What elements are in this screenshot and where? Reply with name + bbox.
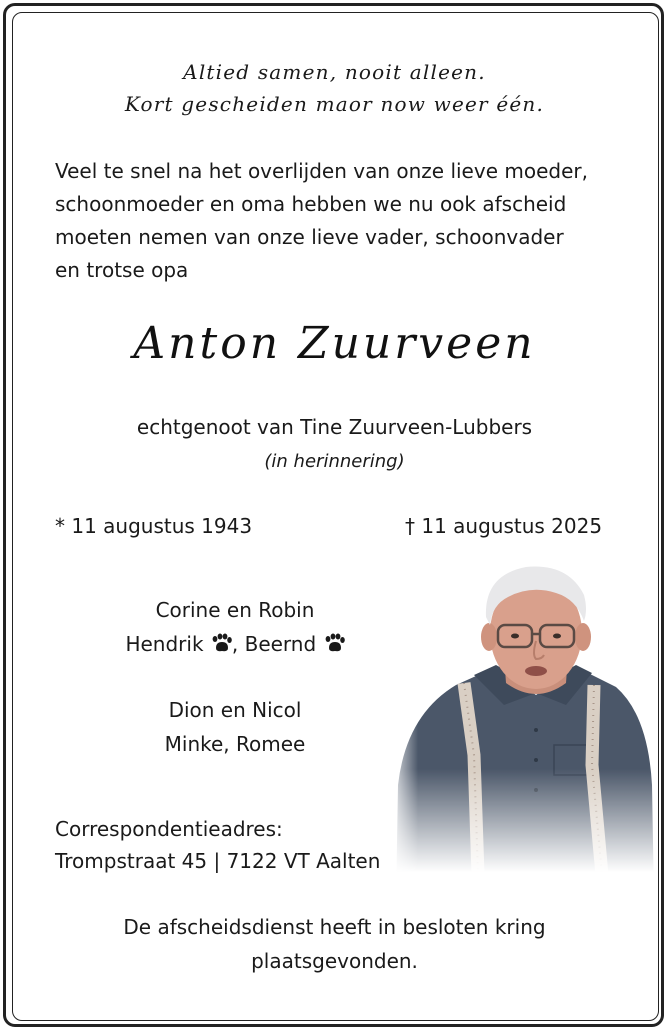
paw-print-icon (323, 633, 345, 653)
service-line-2: plaatsgevonden. (251, 949, 418, 973)
service-line-1: De afscheidsdienst heeft in besloten kring (123, 915, 546, 939)
deceased-photo (386, 555, 654, 900)
spouse-line: echtgenoot van Tine Zuurveen-Lubbers (136, 415, 533, 439)
birth-date: * 11 augustus 1943 (55, 514, 253, 538)
family-member-separator: , Beernd (231, 632, 317, 656)
paw-print-icon (210, 633, 232, 653)
family-group-1-line-2 (100, 628, 370, 660)
intro-line: moeten nemen van onze lieve vader, schoonvader (55, 225, 564, 249)
intro-text (55, 155, 625, 287)
motto-line-1: Altied samen, nooit alleen. (183, 60, 486, 84)
memory-note: (in herinnering) (264, 451, 405, 472)
intro-line: en trotse opa (55, 258, 189, 282)
death-date: † 11 augustus 2025 (405, 514, 603, 538)
family-group-2-line-2: Minke, Romee (164, 732, 306, 756)
family-group-2-line-1: Dion en Nicol (168, 698, 302, 722)
family-member-name: Hendrik (125, 632, 204, 656)
family-group-1-line-1: Corine en Robin (155, 598, 315, 622)
motto-line-2: Kort gescheiden maor now weer één. (124, 92, 545, 116)
deceased-name: Anton Zuurveen (133, 318, 536, 369)
correspondence-address: Trompstraat 45 | 7122 VT Aalten (55, 849, 381, 873)
intro-line: Veel te snel na het overlijden van onze lieve moeder, (55, 159, 588, 183)
correspondence-label: Correspondentieadres: (55, 817, 283, 841)
intro-line: schoonmoeder en oma hebben we nu ook afscheid (55, 192, 567, 216)
